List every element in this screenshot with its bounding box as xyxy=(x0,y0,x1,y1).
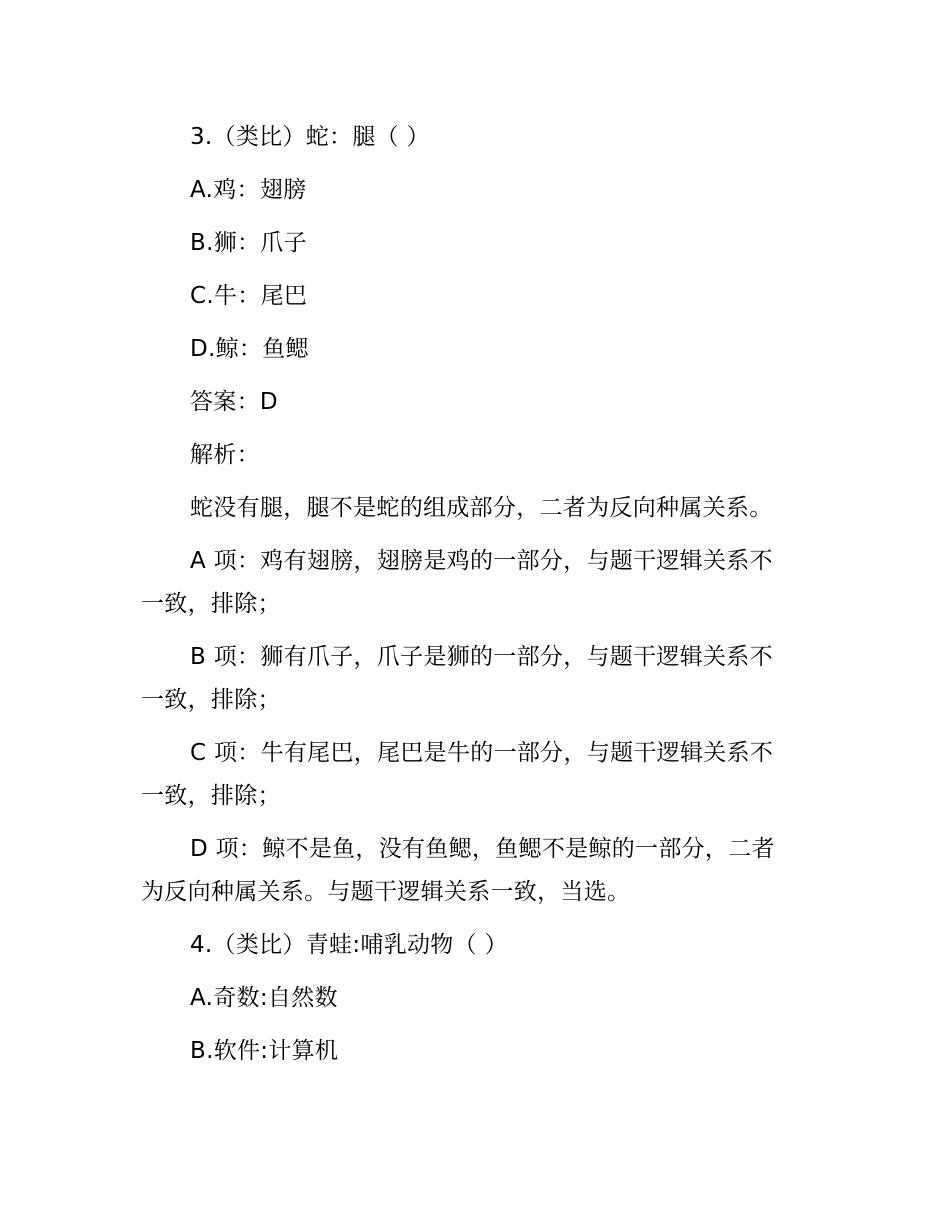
question-3-option-d: D.鲸：鱼鳃 xyxy=(190,336,309,362)
question-3-title: 3.（类比）蛇：腿（ ） xyxy=(190,124,430,150)
analysis-item-c-line2: 一致，排除； xyxy=(141,783,281,809)
analysis-item-b-line2: 一致，排除； xyxy=(141,687,281,713)
analysis-item-a-line2: 一致，排除； xyxy=(141,591,281,617)
analysis-item-d-line1: D 项：鲸不是鱼，没有鱼鳃，鱼鳃不是鲸的一部分，二者 xyxy=(190,836,775,862)
question-3-option-a: A.鸡：翅膀 xyxy=(190,177,307,203)
analysis-item-c-line1: C 项：牛有尾巴，尾巴是牛的一部分，与题干逻辑关系不 xyxy=(190,740,774,766)
question-3-option-c: C.牛：尾巴 xyxy=(190,283,308,309)
analysis-item-b-line1: B 项：狮有爪子，爪子是狮的一部分，与题干逻辑关系不 xyxy=(190,644,773,670)
question-3-option-b: B.狮：爪子 xyxy=(190,230,307,256)
question-4-option-a: A.奇数:自然数 xyxy=(190,985,338,1011)
question-3-analysis-label: 解析： xyxy=(190,442,260,468)
question-4-option-b: B.软件:计算机 xyxy=(190,1038,339,1064)
question-3-analysis-intro: 蛇没有腿，腿不是蛇的组成部分，二者为反向种属关系。 xyxy=(190,495,773,521)
question-4-title: 4.（类比）青蛙:哺乳动物（ ） xyxy=(190,932,508,958)
analysis-item-d-line2: 为反向种属关系。与题干逻辑关系一致，当选。 xyxy=(141,879,631,905)
analysis-item-a-line1: A 项：鸡有翅膀，翅膀是鸡的一部分，与题干逻辑关系不 xyxy=(190,548,773,574)
question-3-answer: 答案：D xyxy=(190,389,278,415)
